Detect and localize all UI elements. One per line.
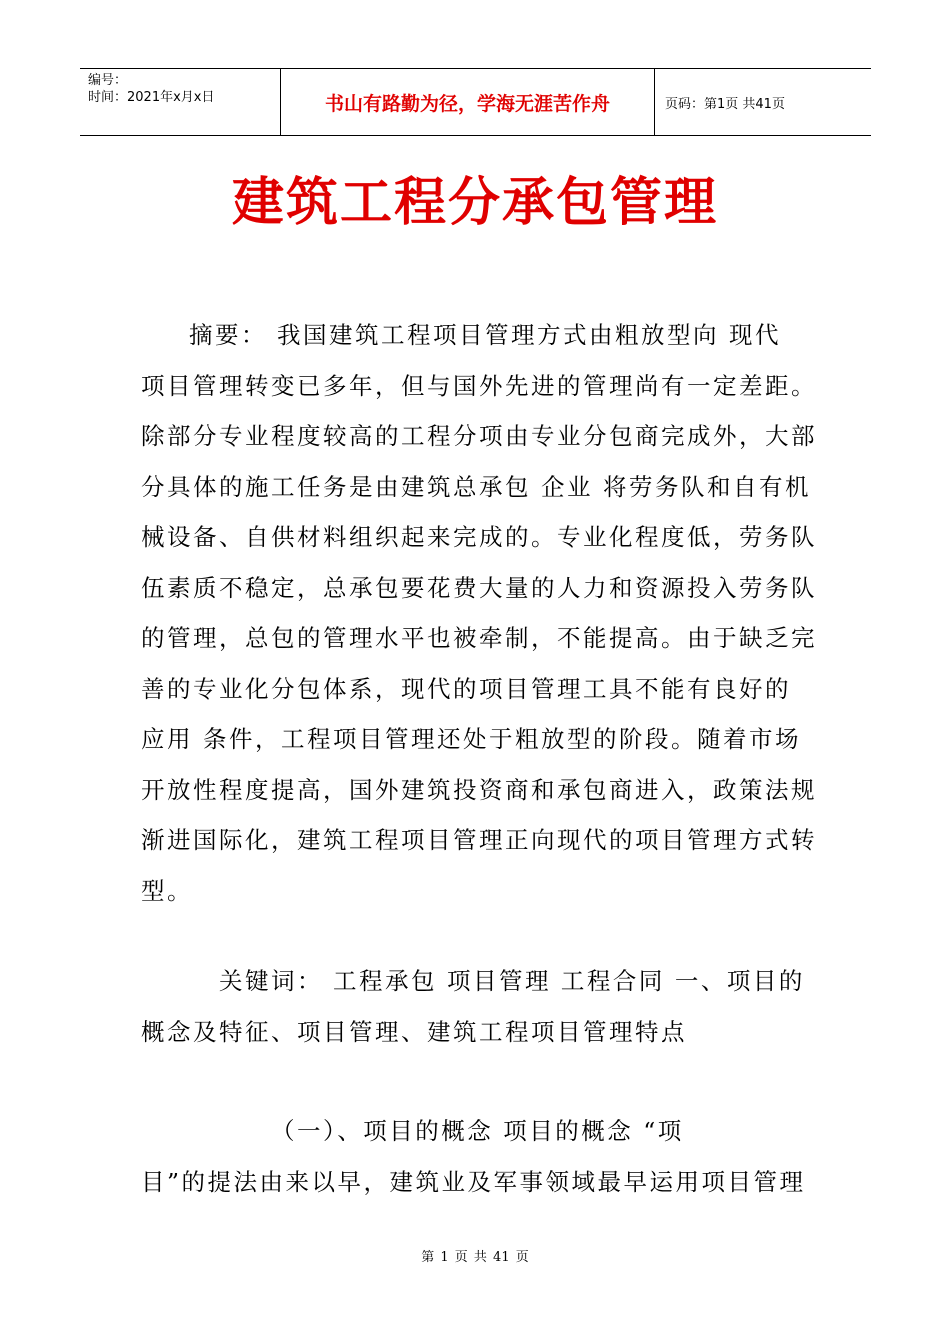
abstract-paragraph — [141, 310, 817, 916]
header-meta — [80, 69, 280, 135]
page-footer: 第 1 页 共 41 页 — [421, 1250, 529, 1265]
abstract-line: 善的专业化分包体系，现代的项目管理工具不能有良好的 — [141, 674, 791, 703]
document-header — [80, 68, 871, 136]
section-line: （一）、项目的概念 项目的概念 “项 — [271, 1117, 684, 1145]
document-number: 编号： — [88, 73, 128, 88]
abstract-line: 除部分专业程度较高的工程分项由专业分包商完成外，大部 — [141, 422, 817, 450]
keywords-line: 关键词： 工程承包 项目管理 工程合同 一、项目的 — [219, 967, 805, 995]
abstract-line: 的管理，总包的管理水平也被牵制，不能提高。由于缺乏完 — [141, 624, 817, 652]
section-paragraph — [141, 1106, 809, 1207]
abstract-line: 分具体的施工任务是由建筑总承包 企业 将劳务队和自有机 — [141, 472, 811, 501]
abstract-line: 应用 条件，工程项目管理还处于粗放型的阶段。随着市场 — [141, 725, 801, 753]
abstract-line: 械设备、自供材料组织起来完成的。专业化程度低，劳务队 — [141, 523, 817, 551]
page-info-text: 页码：第1页 共41页 — [665, 96, 785, 112]
keywords-paragraph — [141, 956, 809, 1057]
abstract-line: 开放性程度提高，国外建筑投资商和承包商进入，政策法规 — [141, 775, 817, 804]
abstract-line: 伍素质不稳定，总承包要花费大量的人力和资源投入劳务队 — [141, 573, 817, 602]
document-title: 建筑工程分承包管理 — [231, 173, 718, 233]
document-time: 时间：2021年x月x日 — [88, 90, 215, 105]
abstract-line: 渐进国际化，建筑工程项目管理正向现代的项目管理方式转 — [141, 826, 817, 854]
section-line: 目”的提法由来以早，建筑业及军事领域最早运用项目管理 — [141, 1167, 806, 1196]
abstract-line: 项目管理转变已多年，但与国外先进的管理尚有一定差距。 — [141, 371, 817, 400]
motto-text: 书山有路勤为径，学海无涯苦作舟 — [324, 92, 610, 115]
abstract-line: 摘要： 我国建筑工程项目管理方式由粗放型向 现代 — [189, 321, 781, 349]
header-motto — [280, 69, 655, 135]
abstract-line: 型。 — [141, 876, 193, 905]
keywords-line: 概念及特征、项目管理、建筑工程项目管理特点 — [141, 1017, 687, 1046]
header-page-info — [655, 69, 871, 135]
